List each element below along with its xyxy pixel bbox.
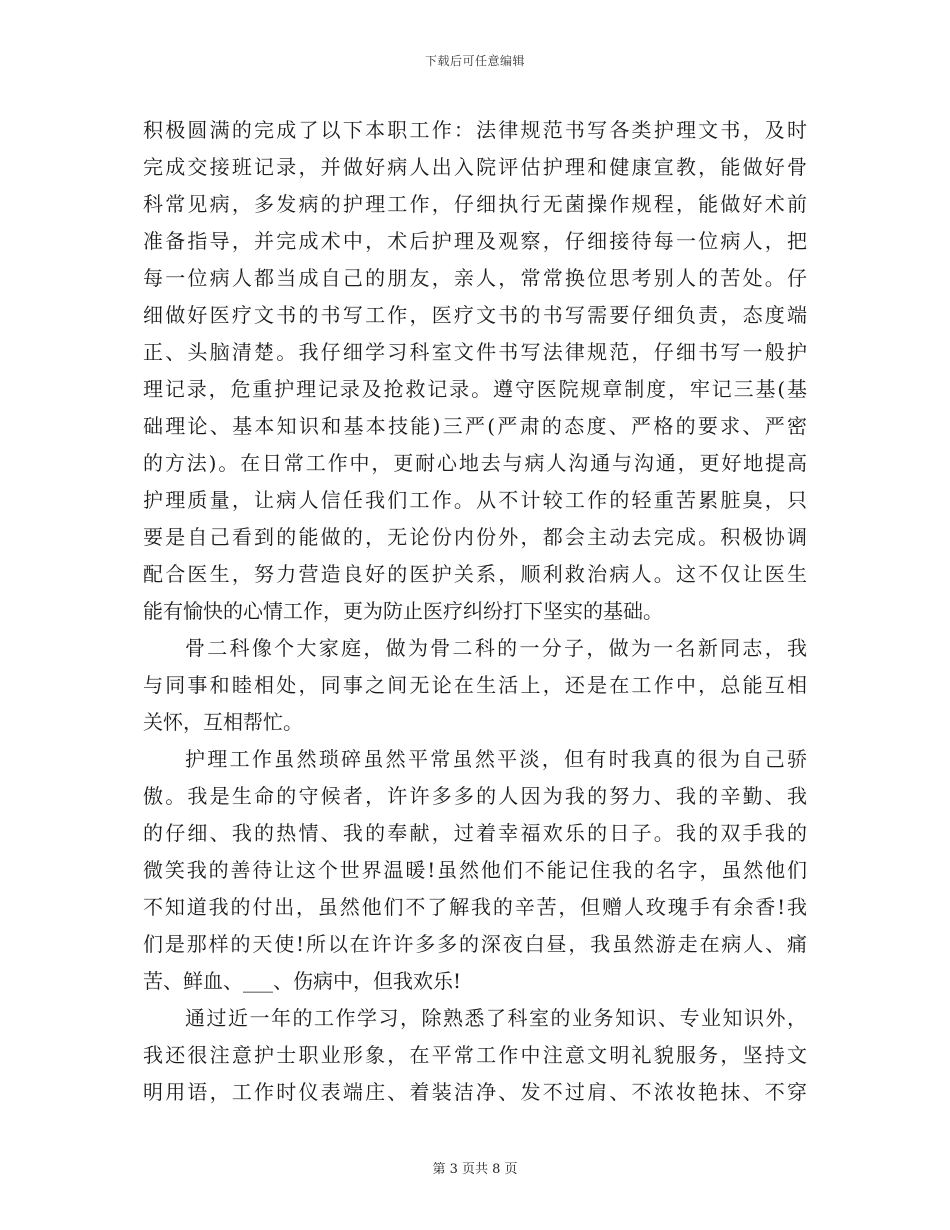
text-line: 能有愉快的心情工作，更为防止医疗纠纷打下坚实的基础。: [143, 599, 663, 623]
text-line: 骨二科像个大家庭，做为骨二科的一分子，做为一名新同志，我: [185, 636, 807, 660]
text-line: 苦、鲜血、___、伤病中，但我欢乐!: [143, 969, 462, 993]
text-line: 护理工作虽然琐碎虽然平常虽然平淡，但有时我真的很为自己骄: [185, 747, 807, 771]
text-line: 配合医生，努力营造良好的医护关系，顺利救治病人。这不仅让医生: [143, 562, 807, 586]
text-line: 护理质量，让病人信任我们工作。从不计较工作的轻重苦累脏臭，只: [143, 488, 807, 512]
text-line: 每一位病人都当成自己的朋友，亲人，常常换位思考别人的苦处。仔: [143, 266, 807, 290]
text-line: 的仔细、我的热情、我的奉献，过着幸福欢乐的日子。我的双手我的: [143, 821, 807, 845]
text-line: 与同事和睦相处，同事之间无论在生活上，还是在工作中，总能互相: [143, 673, 807, 697]
text-line: 我还很注意护士职业形象，在平常工作中注意文明礼貌服务，坚持文: [143, 1043, 807, 1067]
text-line: 细做好医疗文书的书写工作，医疗文书的书写需要仔细负责，态度端: [143, 303, 807, 327]
text-line: 积极圆满的完成了以下本职工作：法律规范书写各类护理文书，及时: [143, 118, 807, 142]
text-line: 础理论、基本知识和基本技能)三严(严肃的态度、严格的要求、严密: [143, 414, 807, 438]
text-line: 正、头脑清楚。我仔细学习科室文件书写法律规范，仔细书写一般护: [143, 340, 807, 364]
document-body: [143, 112, 807, 1111]
page-number: 第 3 页共 8 页: [432, 1162, 518, 1177]
text-line: 科常见病，多发病的护理工作，仔细执行无菌操作规程，能做好术前: [143, 192, 807, 216]
page-header: 下载后可任意编辑: [424, 54, 525, 68]
text-line: 傲。我是生命的守候者，许许多多的人因为我的努力、我的辛勤、我: [143, 784, 807, 808]
text-line: 完成交接班记录，并做好病人出入院评估护理和健康宣教，能做好骨: [143, 155, 807, 179]
text-line: 要是自己看到的能做的，无论份内份外，都会主动去完成。积极协调: [143, 525, 807, 549]
text-line: 的方法)。在日常工作中，更耐心地去与病人沟通与沟通，更好地提高: [143, 451, 807, 475]
text-line: 理记录，危重护理记录及抢救记录。遵守医院规章制度，牢记三基(基: [143, 377, 807, 401]
text-line: 明用语，工作时仪表端庄、着装洁净、发不过肩、不浓妆艳抹、不穿: [143, 1080, 807, 1104]
text-line: 不知道我的付出，虽然他们不了解我的辛苦，但赠人玫瑰手有余香!我: [143, 895, 807, 919]
text-line: 关怀，互相帮忙。: [143, 710, 303, 734]
text-line: 通过近一年的工作学习，除熟悉了科室的业务知识、专业知识外，: [185, 1006, 807, 1030]
text-line: 们是那样的天使!所以在许许多多的深夜白昼，我虽然游走在病人、痛: [143, 932, 807, 956]
text-line: 微笑我的善待让这个世界温暖!虽然他们不能记住我的名字，虽然他们: [143, 858, 807, 882]
text-line: 准备指导，并完成术中，术后护理及观察，仔细接待每一位病人，把: [143, 229, 807, 253]
